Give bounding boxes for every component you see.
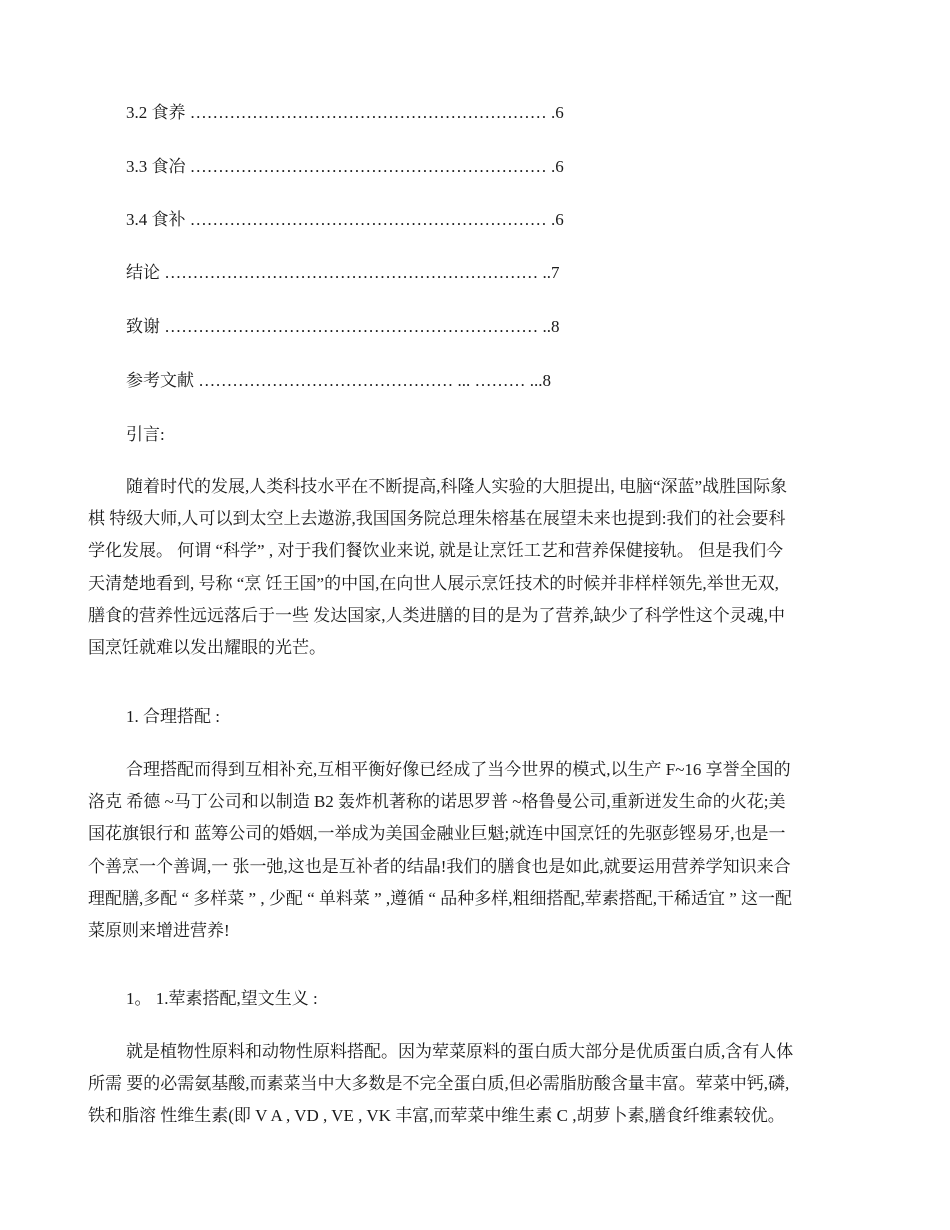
toc-entry-label: 参考文献 [126,371,194,390]
paragraph-line: 个善烹一个善调,一 张一弛,这也是互补者的结晶!我们的膳食也是如此,就要运用营养学知识来合 [88,856,791,876]
paragraph-line: 菜原则来增进营养! [88,921,230,941]
paragraph-line: 学化发展。 何谓 “科学” , 对于我们餐饮业来说, 就是让烹饪工艺和营养保健接轨。 但是我们今 [88,541,784,561]
toc-entry-leader: ……………………………………… ... ……… ...8 [194,371,551,390]
toc-entry [126,209,564,231]
toc-entry-label: 致谢 [126,317,160,336]
intro-heading: 引言: [126,425,165,444]
paragraph-line: 膳食的营养性远远落后于一些 发达国家,人类进膳的目的是为了营养,缺少了科学性这个灵魂,中 [88,605,785,625]
paragraph-line: 天清楚地看到, 号称 “烹 饪王国”的中国,在向世人展示烹饪技术的时候并非样样领先,举世无双, [88,573,779,593]
toc-entry-label: 3.3 食冶 [126,157,186,176]
paragraph-line: 随着时代的发展,人类科技水平在不断提高,科隆人实验的大胆提出, 电脑“深蓝”战胜国际象 [126,477,788,496]
section-paragraph [88,754,863,947]
paragraph-line: 铁和脂溶 性维生素(即 V A , VD , VE , VK 丰富,而荤菜中维生素 C ,胡萝卜素,膳食纤维素较优。 [88,1106,785,1126]
toc-entry-leader: ………………………………………………………… ..7 [160,263,560,282]
paragraph-line: 棋 特级大师,人可以到太空上去遨游,我国国务院总理朱榕基在展望未来也提到:我们的社会要科 [88,509,786,529]
paragraph-line: 合理搭配而得到互相补充,互相平衡好像已经成了当今世界的模式,以生产 F~16 享誉全国的 [126,760,791,779]
toc-entry-leader: ………………………………………………………… ..8 [160,317,560,336]
toc-entry-leader: ……………………………………………………… .6 [185,157,564,176]
toc-entry-leader: ……………………………………………………… .6 [185,210,564,229]
paragraph-line: 国烹饪就难以发出耀眼的光芒。 [88,638,326,658]
toc-entry [126,316,560,338]
toc-entry-label: 3.4 食补 [126,210,186,229]
section-heading: 1. 合理搭配 : [126,707,220,726]
toc-entry-leader: ……………………………………………………… .6 [185,103,564,122]
toc-entry [126,370,551,392]
toc-entry [126,102,564,124]
toc-entry [126,156,564,178]
subsection-paragraph [88,1036,863,1133]
paragraph-line: 洛克 希德 ~马丁公司和以制造 B2 轰炸机著称的诺思罗普 ~格鲁曼公司,重新迸发生命的火花;美 [88,792,786,812]
paragraph-line: 就是植物性原料和动物性原料搭配。因为荤菜原料的蛋白质大部分是优质蛋白质,含有人体 [126,1042,794,1061]
paragraph-line: 所需 要的必需氨基酸,而素菜当中大多数是不完全蛋白质,但必需脂肪酸含量丰富。荤菜中钙,磷, [88,1074,790,1094]
toc-entry [126,262,560,284]
subsection-heading: 1。 1.荤素搭配,望文生义 : [126,989,318,1008]
paragraph-line: 理配膳,多配 “ 多样菜 ” , 少配 “ 单料菜 ” ,遵循 “ 品种多样,粗细搭配,荤素搭配,干稀适宜 ” 这一配 [88,888,793,908]
toc-entry-label: 结论 [126,263,160,282]
intro-paragraph [88,471,863,664]
paragraph-line: 国花旗银行和 蓝筹公司的婚姻,一举成为美国金融业巨魁;就连中国烹饪的先驱彭铿易牙,也是一 [88,824,786,844]
toc-entry-label: 3.2 食养 [126,103,186,122]
